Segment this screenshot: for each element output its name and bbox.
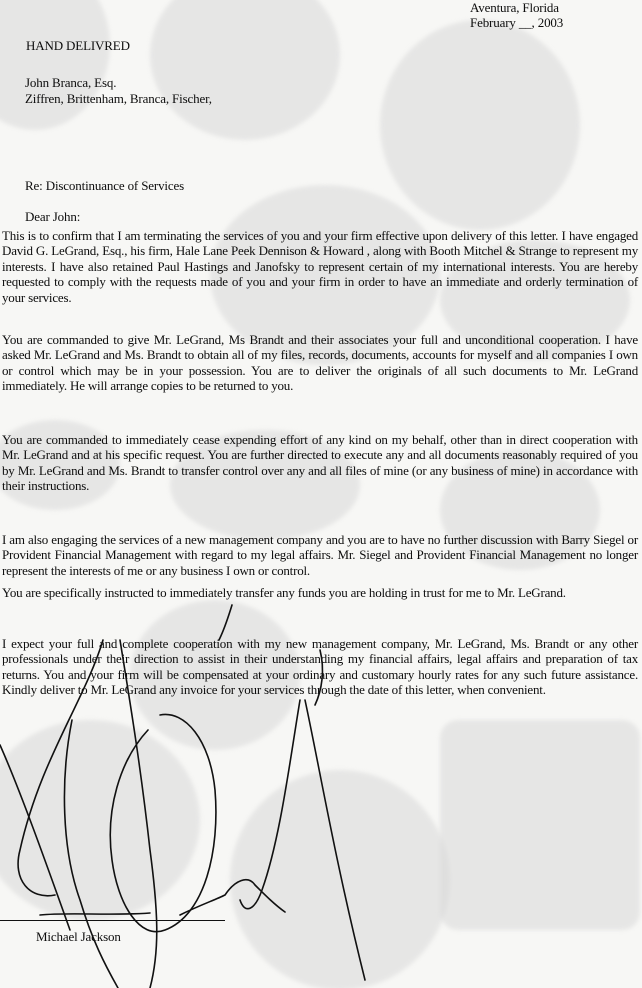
signatory-name: Michael Jackson xyxy=(36,929,121,944)
salutation: Dear John: xyxy=(25,209,81,224)
paragraph-transfer-funds: You are specifically instructed to immediately transfer any funds you are holding in trust for me to Mr. LeGrand. xyxy=(2,585,566,600)
letter-date: February __, 2003 xyxy=(470,15,564,30)
paragraph-termination: This is to confirm that I am terminating the services of you and your firm effective upon delivery of this letter. I have engaged David G. LeGrand, Esq., his firm, Hale Lane Peek Dennison & Howard , along with Booth Mitchel & Strange to represent my interests. I have also retained Paul Hastings and Janofsky to represent certain of my international interests. You are hereby requested to comply with the requests made of you and your firm in order to have an immediate and orderly termination of your services. xyxy=(2,228,638,305)
delivery-method: HAND DELIVRED xyxy=(26,38,130,53)
addressee-name: John Branca, Esq. xyxy=(25,75,117,90)
subject-line: Re: Discontinuance of Services xyxy=(25,178,185,193)
paragraph-new-management: I am also engaging the services of a new management company and you are to have no further discussion with Barry Siegel or Provident Financial Management with regard to my legal affairs. Mr. Siegel and Provident Financial Management no longer represent the interests of me or any business I own or control. xyxy=(2,532,638,578)
letter-place: Aventura, Florida xyxy=(470,0,559,15)
paragraph-expect-cooperation: I expect your full and complete cooperation with my new management company, Mr. LeGrand, Ms. Brandt or any other professionals under their direction to assist in their understanding my financial affairs, legal affairs and preparation of tax returns. You and your firm will be compensated at your ordinary and customary hourly rates for any such future assistance. Kindly deliver to Mr. LeGrand any invoice for your services through the date of this letter, when convenient. xyxy=(2,636,638,698)
paragraph-cooperation: You are commanded to give Mr. LeGrand, Ms Brandt and their associates your full and unconditional cooperation. I have asked Mr. LeGrand and Ms. Brandt to obtain all of my files, records, documents, accounts for myself and all companies I own or control which may be in your possession. You are to deliver the originals of all such documents to Mr. LeGrand immediately. He will arrange copies to be returned to you. xyxy=(2,332,638,394)
paragraph-cease-effort: You are commanded to immediately cease expending effort of any kind on my behalf, other than in direct cooperation with Mr. LeGrand and at his specific request. You are further directed to execute any and all documents reasonably required of you by Mr. LeGrand and Ms. Brandt to transfer control over any and all files of mine (or any business of mine) in accordance with their instructions. xyxy=(2,432,638,494)
addressee-firm: Ziffren, Brittenham, Branca, Fischer, xyxy=(25,91,212,106)
